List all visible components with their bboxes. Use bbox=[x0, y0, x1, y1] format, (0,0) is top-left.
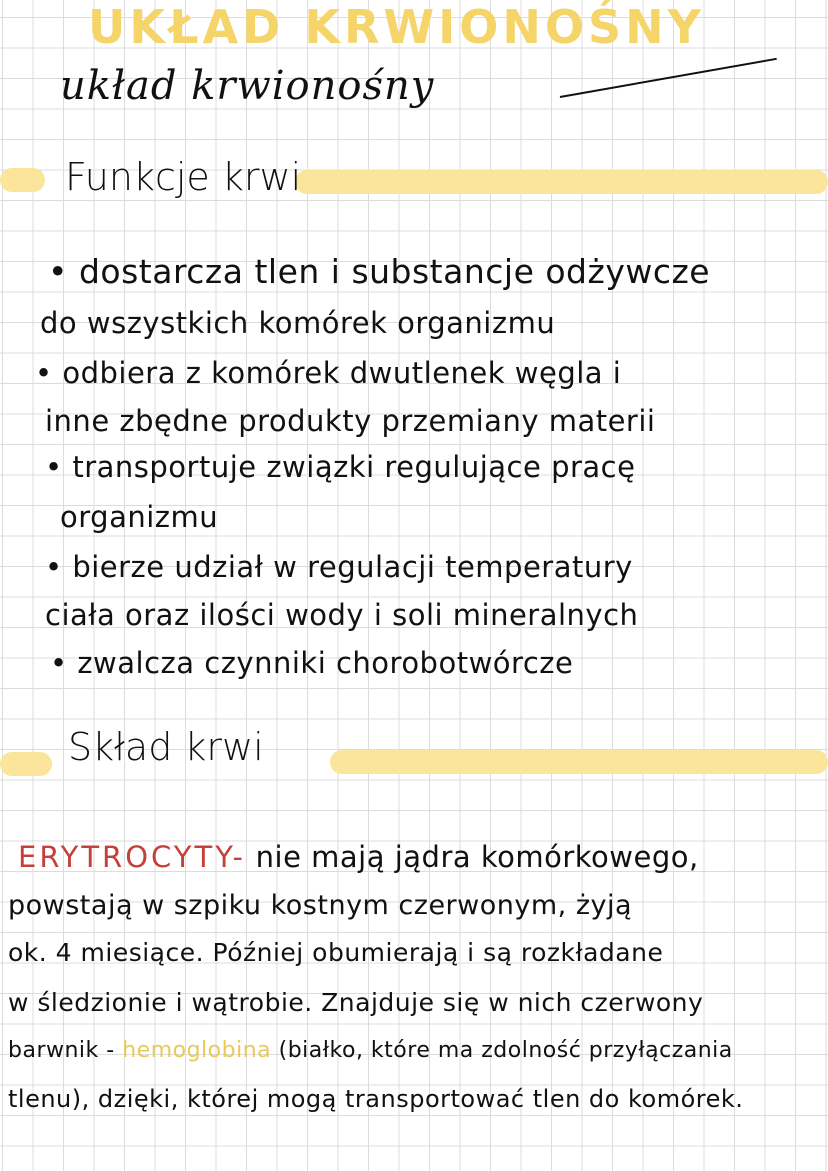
title-underline-flourish bbox=[560, 58, 777, 98]
text-line: • odbiera z komórek dwutlenek węgla i bbox=[35, 356, 622, 390]
heading-highlight-left bbox=[0, 168, 45, 192]
text-span: barwnik - bbox=[8, 1038, 123, 1063]
text-line: do wszystkich komórek organizmu bbox=[40, 306, 556, 340]
heading-highlight-right bbox=[295, 170, 828, 194]
text-span: nie mają jądra komórkowego, bbox=[245, 840, 699, 874]
heading-highlight-left bbox=[0, 752, 52, 776]
text-line bbox=[8, 1038, 733, 1063]
text-line: powstają w szpiku kostnym czerwonym, żyją bbox=[8, 890, 633, 921]
heading-highlight-right bbox=[330, 750, 828, 774]
text-line: organizmu bbox=[60, 500, 219, 534]
text-line: ciała oraz ilości wody i soli mineralnych bbox=[45, 598, 639, 632]
text-line: • dostarcza tlen i substancje odżywcze bbox=[48, 252, 711, 291]
section-heading-composition: Skład krwi bbox=[68, 725, 264, 769]
page-title: układ krwionośny bbox=[60, 63, 435, 109]
text-line: • zwalcza czynniki chorobotwórcze bbox=[50, 646, 574, 680]
text-span: (białko, które ma zdolność przyłączania bbox=[271, 1038, 733, 1063]
term-hemoglobin: hemoglobina bbox=[122, 1038, 272, 1063]
term-erythrocytes: ERYTROCYTY- bbox=[18, 840, 246, 874]
text-line: • bierze udział w regulacji temperatury bbox=[45, 550, 633, 584]
text-line: w śledzionie i wątrobie. Znajduje się w nich czerwony bbox=[8, 988, 704, 1017]
text-line: tlenu), dzięki, której mogą transportować tlen do komórek. bbox=[8, 1085, 744, 1113]
text-line bbox=[18, 840, 699, 874]
text-line: ok. 4 miesiące. Później obumierają i są rozkładane bbox=[8, 938, 664, 967]
section-heading-functions: Funkcje krwi bbox=[65, 155, 302, 199]
text-line: • transportuje związki regulujące pracę bbox=[45, 450, 636, 484]
title-highlight: UKŁAD KRWIONOŚNY bbox=[88, 0, 705, 54]
text-line: inne zbędne produkty przemiany materii bbox=[45, 404, 656, 438]
